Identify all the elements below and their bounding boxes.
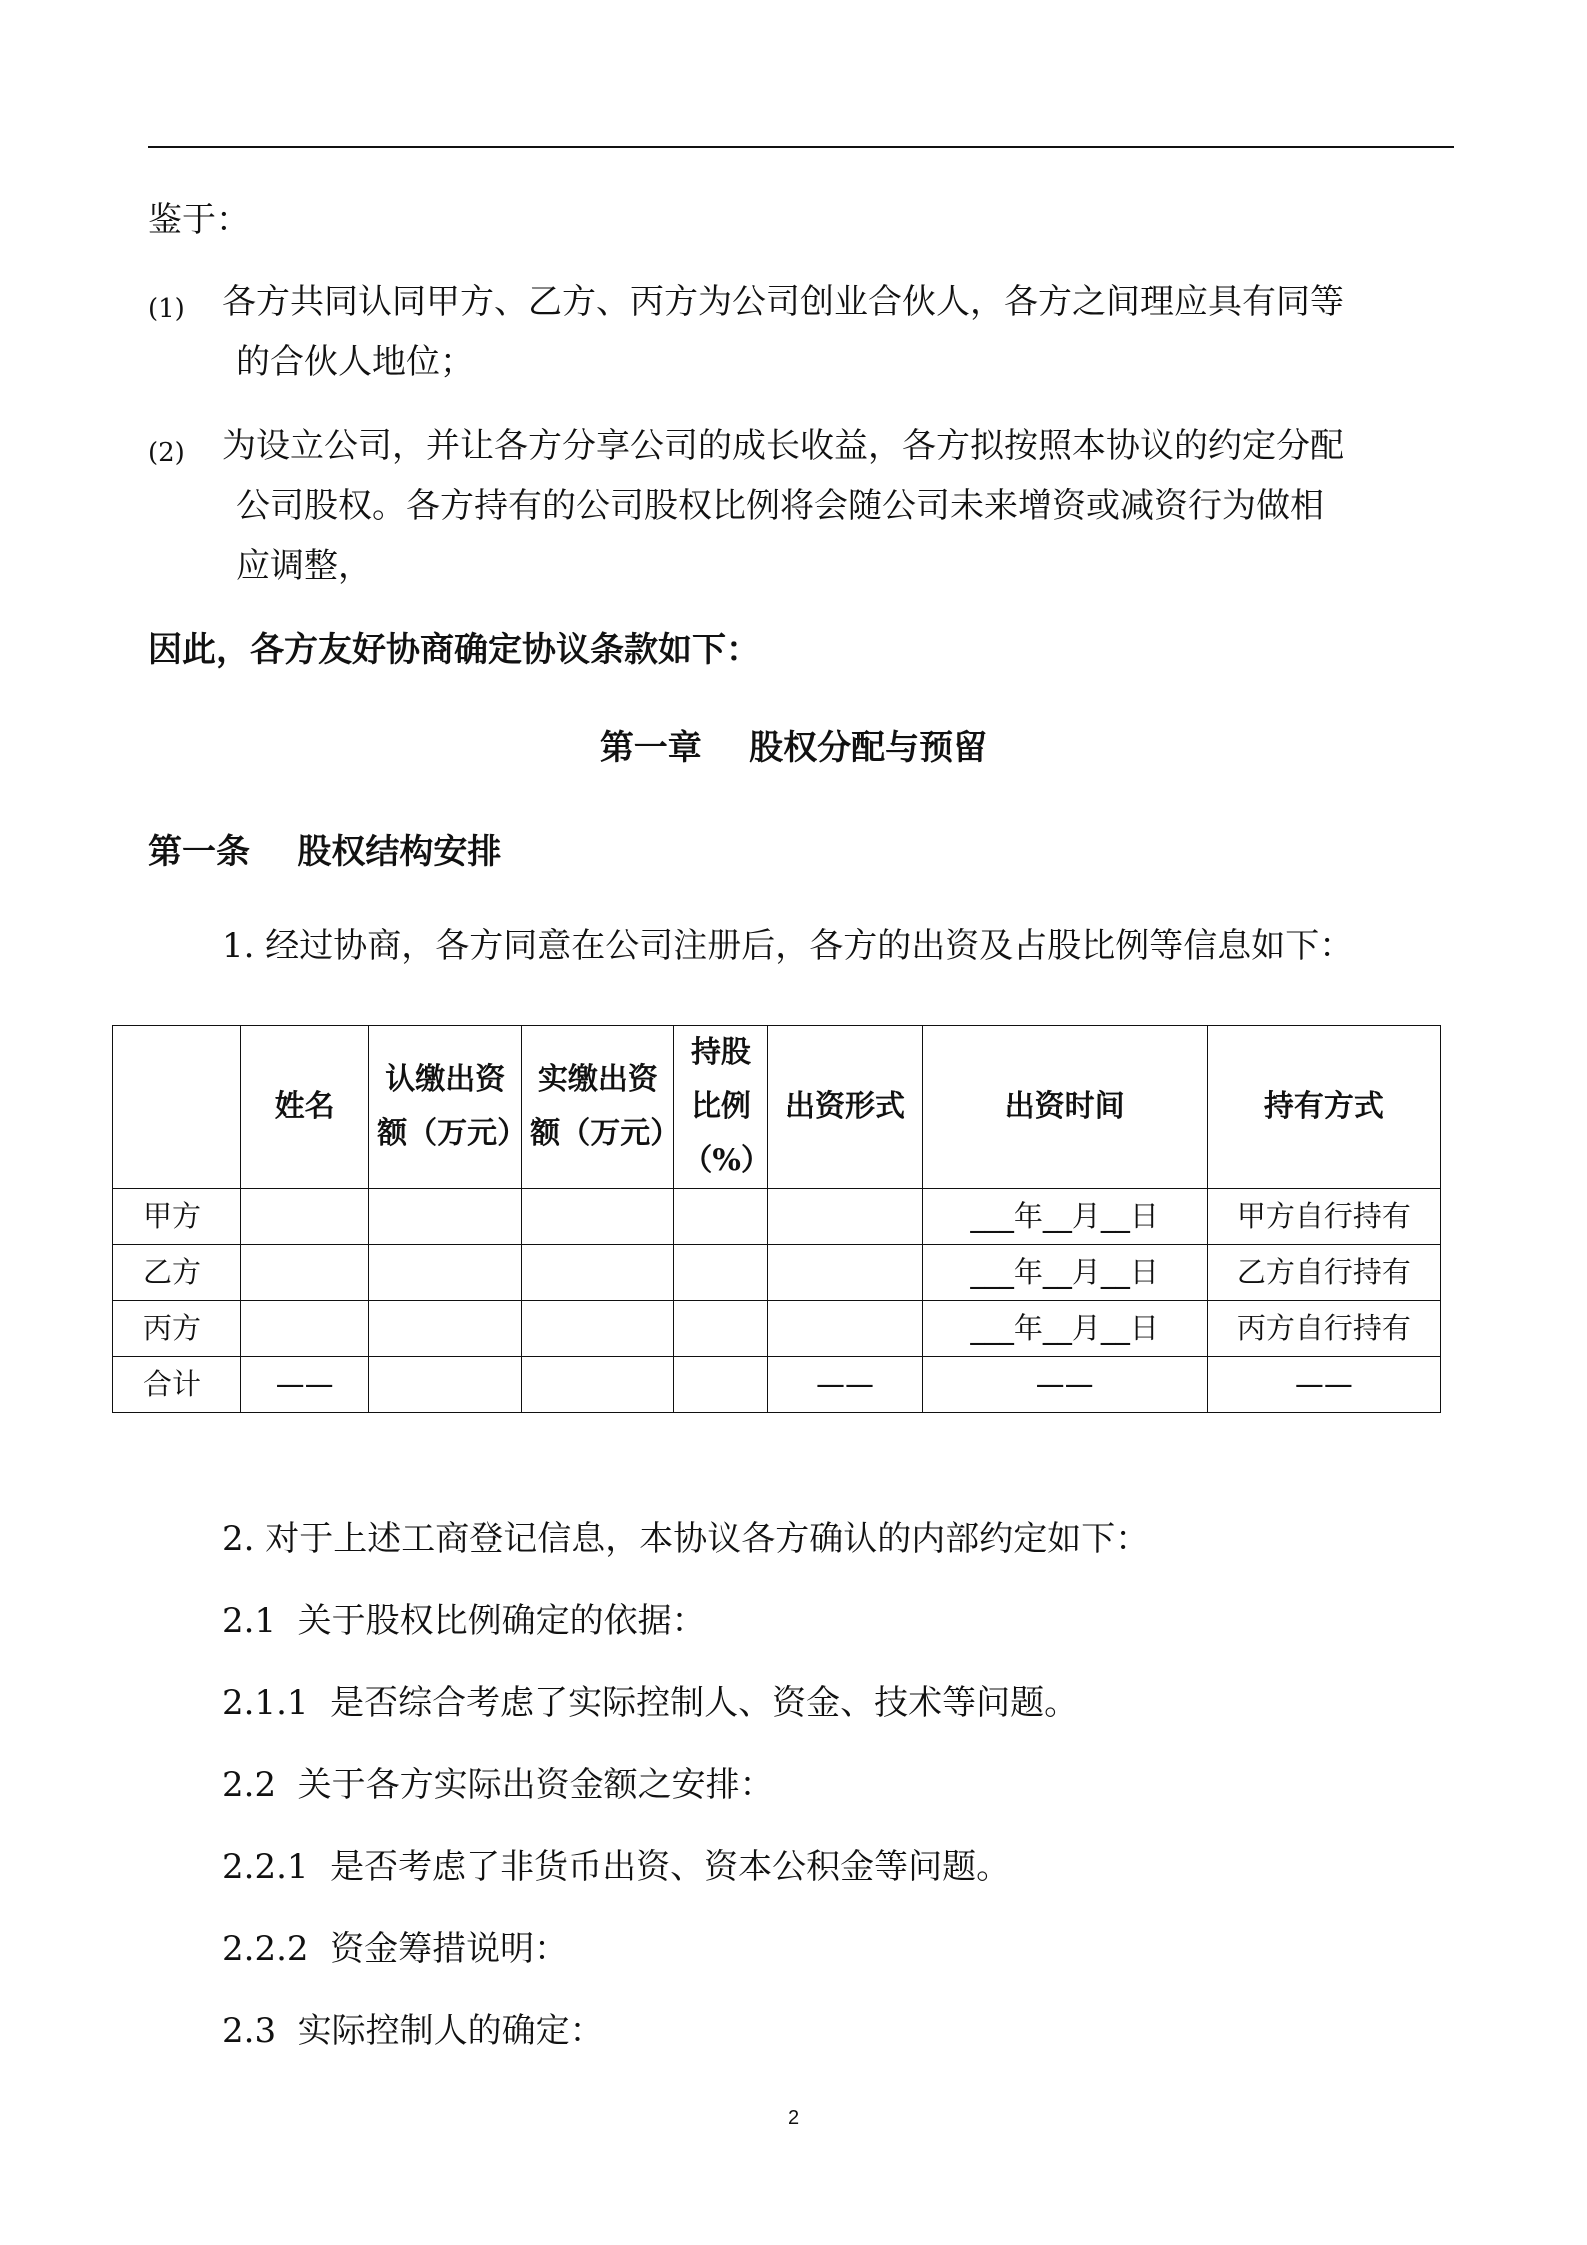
- name-cell: [241, 1245, 369, 1301]
- subscribed-cell: [369, 1357, 522, 1413]
- name-cell: ——: [241, 1357, 369, 1413]
- header-cell-share-ratio: 持股比例（%）: [674, 1026, 768, 1189]
- header-cell-holding-method: 持有方式: [1207, 1026, 1440, 1189]
- clause-1: 1. 经过协商，各方同意在公司注册后，各方的出资及占股比例等信息如下：: [222, 926, 1354, 966]
- table-row: [113, 1189, 1441, 1245]
- row-label: 丙方: [113, 1301, 241, 1357]
- subscribed-cell: [369, 1245, 522, 1301]
- time-cell: ——: [922, 1357, 1207, 1413]
- item-1-line-2: 的合伙人地位；: [236, 342, 474, 382]
- row-label: 甲方: [113, 1189, 241, 1245]
- time-cell: ___年__月__日: [922, 1301, 1207, 1357]
- paid-cell: [522, 1245, 674, 1301]
- table-row: [113, 1301, 1441, 1357]
- header-cell-contribution-form: 出资形式: [768, 1026, 922, 1189]
- header-cell-subscribed-capital: 认缴出资额（万元）: [369, 1026, 522, 1189]
- paid-cell: [522, 1357, 674, 1413]
- header-cell-paid-capital: 实缴出资额（万元）: [522, 1026, 674, 1189]
- form-cell: ——: [768, 1357, 922, 1413]
- ratio-cell: [674, 1301, 768, 1357]
- equity-table: [112, 1025, 1441, 1413]
- therefore-statement: 因此，各方友好协商确定协议条款如下：: [148, 630, 760, 670]
- holding-cell: 丙方自行持有: [1207, 1301, 1440, 1357]
- ratio-cell: [674, 1245, 768, 1301]
- clause-2: 2. 对于上述工商登记信息，本协议各方确认的内部约定如下：: [222, 1519, 1150, 1559]
- item-2-line-3: 应调整，: [236, 546, 372, 586]
- time-cell: ___年__月__日: [922, 1189, 1207, 1245]
- item-2-line-2: 公司股权。各方持有的公司股权比例将会随公司未来增资或减资行为做相: [236, 486, 1324, 526]
- form-cell: [768, 1189, 922, 1245]
- holding-cell: ——: [1207, 1357, 1440, 1413]
- row-label: 合计: [113, 1357, 241, 1413]
- clause-2-1-1: 2.1.1 是否综合考虑了实际控制人、资金、技术等问题。: [222, 1683, 1079, 1723]
- table-row-total: [113, 1357, 1441, 1413]
- form-cell: [768, 1301, 922, 1357]
- header-cell-blank: [113, 1026, 241, 1189]
- header-cell-contribution-time: 出资时间: [922, 1026, 1207, 1189]
- clause-2-2-2: 2.2.2 资金筹措说明：: [222, 1929, 569, 1969]
- item-2-number: (2): [148, 438, 185, 468]
- name-cell: [241, 1189, 369, 1245]
- whereas-heading: 鉴于：: [148, 200, 250, 240]
- table-header-row: [113, 1026, 1441, 1189]
- paid-cell: [522, 1301, 674, 1357]
- item-1-line-1: 各方共同认同甲方、乙方、丙方为公司创业合伙人，各方之间理应具有同等: [222, 282, 1344, 322]
- item-2-line-1: 为设立公司，并让各方分享公司的成长收益，各方拟按照本协议的约定分配: [222, 426, 1344, 466]
- holding-cell: 乙方自行持有: [1207, 1245, 1440, 1301]
- holding-cell: 甲方自行持有: [1207, 1189, 1440, 1245]
- ratio-cell: [674, 1357, 768, 1413]
- time-cell: ___年__月__日: [922, 1245, 1207, 1301]
- ratio-cell: [674, 1189, 768, 1245]
- subscribed-cell: [369, 1189, 522, 1245]
- header-rule: [148, 146, 1454, 148]
- clause-2-2: 2.2 关于各方实际出资金额之安排：: [222, 1765, 774, 1805]
- page-number: 2: [787, 2107, 800, 2129]
- table-row: [113, 1245, 1441, 1301]
- subscribed-cell: [369, 1301, 522, 1357]
- article-title: 第一条 股权结构安排: [148, 832, 502, 872]
- clause-2-1: 2.1 关于股权比例确定的依据：: [222, 1601, 706, 1641]
- clause-2-2-1: 2.2.1 是否考虑了非货币出资、资本公积金等问题。: [222, 1847, 1011, 1887]
- chapter-title: 第一章 股权分配与预留: [599, 728, 988, 768]
- clause-2-3: 2.3 实际控制人的确定：: [222, 2011, 604, 2051]
- item-1-number: (1): [148, 294, 185, 324]
- header-cell-name: 姓名: [241, 1026, 369, 1189]
- paid-cell: [522, 1189, 674, 1245]
- name-cell: [241, 1301, 369, 1357]
- form-cell: [768, 1245, 922, 1301]
- row-label: 乙方: [113, 1245, 241, 1301]
